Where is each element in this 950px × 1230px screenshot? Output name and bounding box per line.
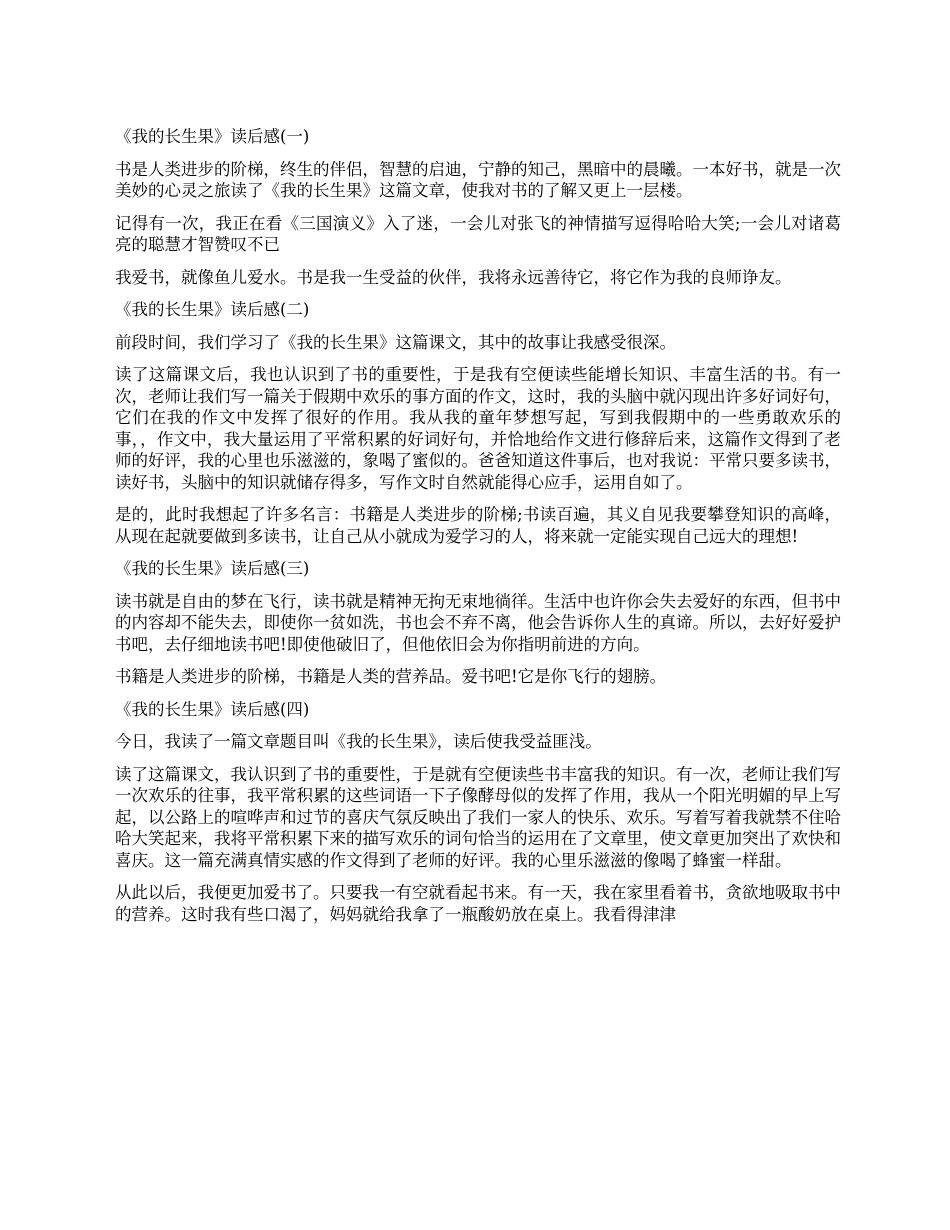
document-page xyxy=(115,126,841,936)
paragraph: 书是人类进步的阶梯，终生的伴侣，智慧的启迪，宁静的知己，黑暗中的晨曦。一本好书，就是一次美妙的心灵之旅读了《我的长生果》这篇文章，使我对书的了解又更上一层楼。 xyxy=(115,159,841,200)
paragraph: 前段时间，我们学习了《我的长生果》这篇课文，其中的故事让我感受很深。 xyxy=(115,332,676,352)
section-heading-2: 《我的长生果》读后感(二) xyxy=(115,300,310,319)
section-heading-3: 《我的长生果》读后感(三) xyxy=(115,559,310,578)
paragraph: 记得有一次，我正在看《三国演义》入了迷，一会儿对张飞的神情描写逗得哈哈大笑;一会儿对诸葛亮的聪慧才智赞叹不已 xyxy=(115,213,841,254)
paragraph: 是的，此时我想起了许多名言：书籍是人类进步的阶梯;书读百遍，其义自见我要攀登知识的高峰，从现在起就要做到多读书，让自己从小就成为爱学习的人，将来就一定能实现自己远大的理想! xyxy=(115,505,841,546)
paragraph: 从此以后，我便更加爱书了。只要我一有空就看起书来。有一天，我在家里看着书，贪欲地吸取书中的营养。这时我有些口渴了，妈妈就给我拿了一瓶酸奶放在桌上。我看得津津 xyxy=(115,883,841,924)
paragraph: 读书就是自由的梦在飞行，读书就是精神无拘无束地徜徉。生活中也许你会失去爱好的东西，但书中的内容却不能失去，即使你一贫如洗，书也会不弃不离，他会告诉你人生的真谛。所以，去好好爱护书吧，去仔细地读书吧!即使他破旧了，但他依旧会为你指明前进的方向。 xyxy=(115,591,841,654)
paragraph: 读了这篇课文后，我也认识到了书的重要性，于是我有空便读些能增长知识、丰富生活的书。有一次，老师让我们写一篇关于假期中欢乐的事方面的作文，这时，我的头脑中就闪现出许多好词好句，它们在我的作文中发挥了很好的作用。我从我的童年梦想写起，写到我假期中的一些勇敢欢乐的事，，作文中，我大量运用了平常积累的好词好句，并恰地给作文进行修辞后来，这篇作文得到了老师的好评，我的心里也乐滋滋的，象喝了蜜似的。爸爸知道这件事后，也对我说：平常只要多读书，读好书，头脑中的知识就储存得多，写作文时自然就能得心应手，运用自如了。 xyxy=(115,365,841,492)
paragraph: 书籍是人类进步的阶梯，书籍是人类的营养品。爱书吧!它是你飞行的翅膀。 xyxy=(115,667,667,686)
paragraph: 我爱书，就像鱼儿爱水。书是我一生受益的伙伴，我将永远善待它，将它作为我的良师诤友。 xyxy=(115,267,792,287)
section-heading-1: 《我的长生果》读后感(一) xyxy=(115,127,310,146)
paragraph: 今日，我读了一篇文章题目叫《我的长生果》，读后使我受益匪浅。 xyxy=(115,732,602,751)
paragraph: 读了这篇课文，我认识到了书的重要性，于是就有空便读些书丰富我的知识。有一次，老师让我们写一次欢乐的往事，我平常积累的这些词语一下子像酵母似的发挥了作用，我从一个阳光明媚的早上写起，以公路上的喧哗声和过节的喜庆气氛反映出了我们一家人的快乐、欢乐。写着写着我就禁不住哈哈大笑起来，我将平常积累下来的描写欢乐的词句恰当的运用在了文章里，使文章更加突出了欢快和喜庆。这一篇充满真情实感的作文得到了老师的好评。我的心里乐滋滋的像喝了蜂蜜一样甜。 xyxy=(115,764,841,870)
section-heading-4: 《我的长生果》读后感(四) xyxy=(115,699,310,719)
